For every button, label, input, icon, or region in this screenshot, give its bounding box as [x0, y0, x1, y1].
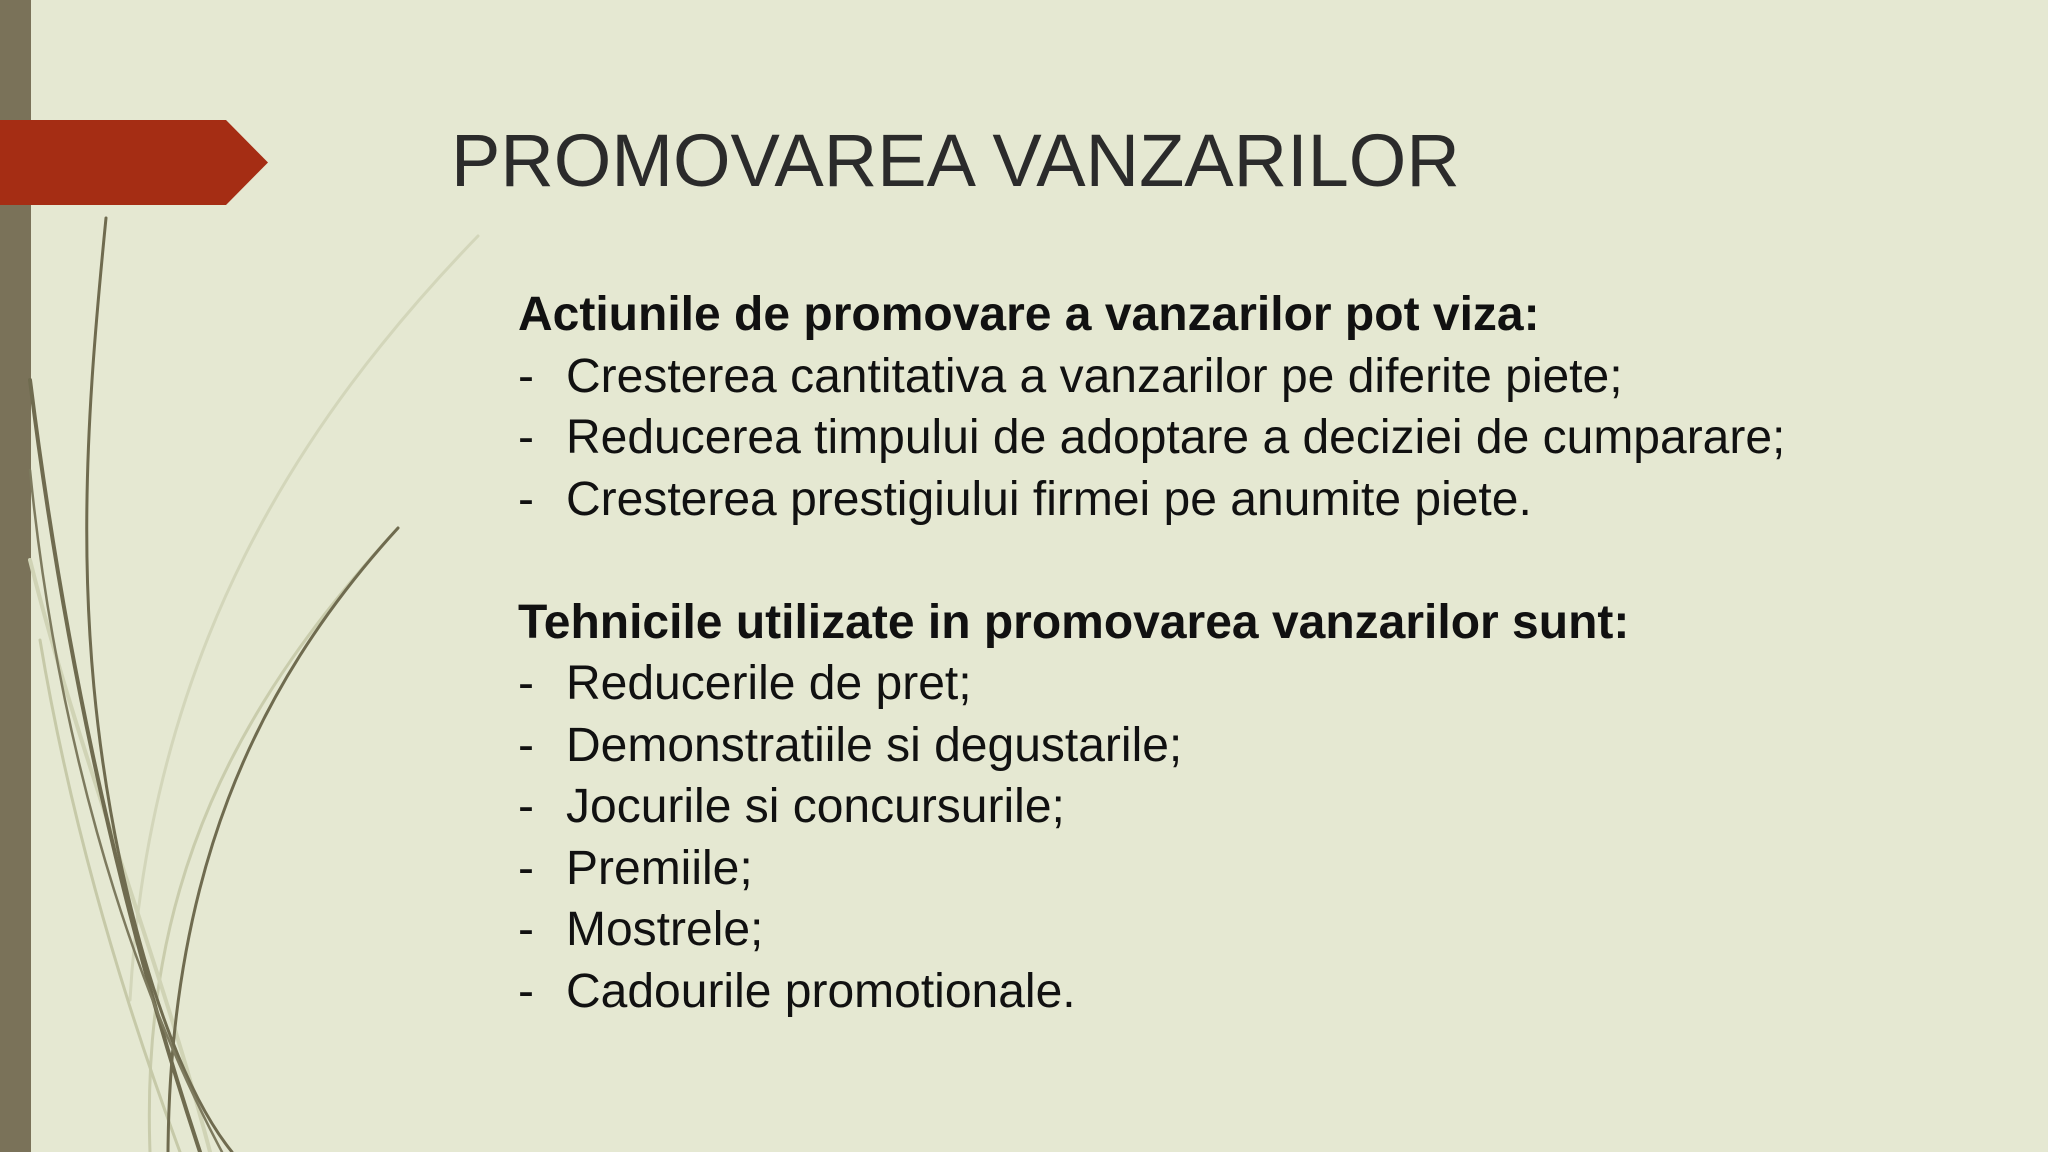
- section-heading: Tehnicile utilizate in promovarea vanzarilor sunt:: [518, 595, 1630, 649]
- bullet-list: [518, 346, 1998, 531]
- bullet-dash: -: [518, 780, 534, 833]
- list-item-text: Jocurile si concursurile;: [566, 780, 1065, 833]
- section-spacer: [518, 530, 1998, 592]
- bullet-dash: -: [518, 964, 534, 1018]
- list-item: [518, 961, 1998, 1023]
- list-item-text: Cadourile promotionale.: [566, 964, 1076, 1018]
- bullet-list: [518, 653, 1998, 1022]
- slide-title: PROMOVAREA VANZARILOR: [451, 119, 1460, 202]
- list-item: [518, 899, 1998, 961]
- section-actiuni: [518, 284, 1998, 530]
- list-item: [518, 653, 1998, 715]
- list-item: [518, 715, 1998, 777]
- bullet-dash: -: [518, 657, 534, 710]
- list-item-text: Demonstratiile si degustarile;: [566, 718, 1183, 772]
- section-tehnici: [518, 592, 1998, 1023]
- bullet-dash: -: [518, 903, 534, 956]
- list-item: [518, 346, 1998, 408]
- list-item-text: Cresterea prestigiului firmei pe anumite piete.: [566, 472, 1532, 526]
- list-item: [518, 407, 1998, 469]
- bullet-dash: -: [518, 411, 534, 464]
- bullet-dash: -: [518, 472, 534, 526]
- title-arrow-marker: [0, 120, 268, 205]
- bullet-dash: -: [518, 718, 534, 772]
- bullet-dash: -: [518, 841, 534, 895]
- bullet-dash: -: [518, 349, 534, 403]
- list-item-text: Cresterea cantitativa a vanzarilor pe diferite piete;: [566, 349, 1623, 403]
- list-item: [518, 776, 1998, 838]
- list-item-text: Reducerile de pret;: [566, 657, 972, 710]
- list-item-text: Reducerea timpului de adoptare a deciziei de cumparare;: [566, 411, 1786, 464]
- section-heading: Actiunile de promovare a vanzarilor pot viza:: [518, 288, 1540, 341]
- list-item-text: Mostrele;: [566, 903, 764, 956]
- list-item: [518, 838, 1998, 900]
- list-item: [518, 469, 1998, 531]
- list-item-text: Premiile;: [566, 841, 753, 895]
- slide-body: [518, 284, 1998, 1022]
